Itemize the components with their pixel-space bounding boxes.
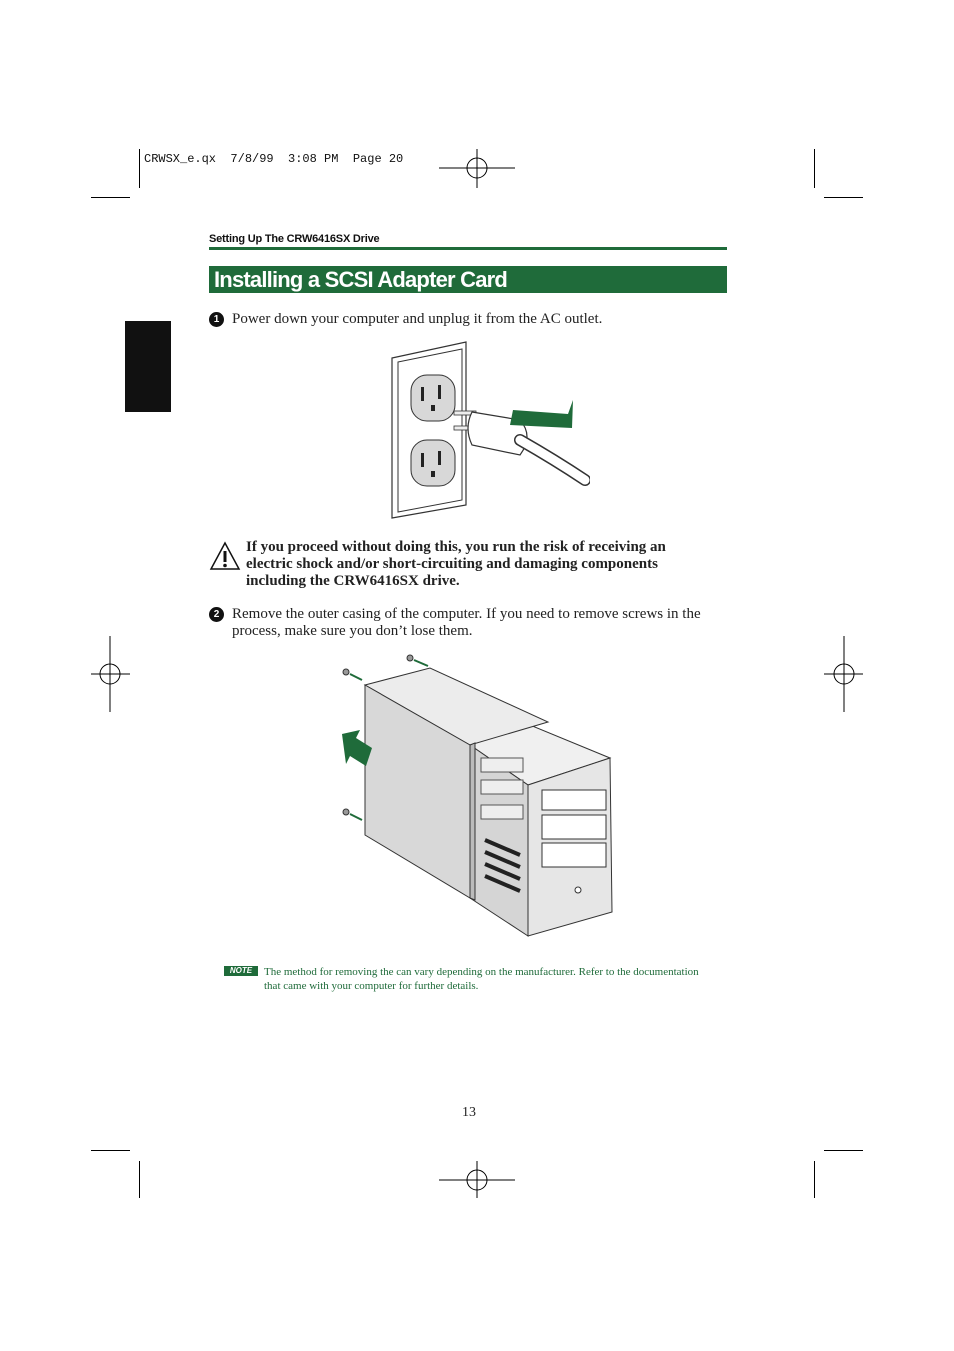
step-1-text: Power down your computer and unplug it from the AC outlet. — [232, 311, 603, 327]
side-tab — [125, 321, 171, 412]
title-bar — [209, 266, 727, 293]
page-title: Installing a SCSI Adapter Card — [214, 267, 508, 292]
outlet-unplug-illustration — [380, 340, 590, 520]
warning-text: If you proceed without doing this, you run the risk of receiving an electric shock and/or short-circuiting and damaging components including the CRW6416SX drive. — [246, 539, 666, 589]
print-slug: CRWSX_e.qx 7/8/99 3:08 PM Page 20 — [144, 152, 404, 166]
step-1-number: 1 — [209, 312, 224, 327]
page-number: 13 — [462, 1105, 476, 1120]
section-label: Setting Up The CRW6416SX Drive — [209, 233, 380, 245]
computer-case-illustration — [330, 650, 630, 945]
note-text: The method for removing the can vary depending on the manufacturer. Refer to the documentation that came with your computer for further details. — [264, 966, 699, 992]
step-2-number: 2 — [209, 607, 224, 622]
step-2-text: Remove the outer casing of the computer. If you need to remove screws in the process, make sure you don’t lose them. — [232, 606, 701, 639]
note-badge: NOTE — [224, 966, 258, 976]
warning-triangle-icon — [209, 541, 241, 571]
section-rule — [209, 247, 727, 250]
